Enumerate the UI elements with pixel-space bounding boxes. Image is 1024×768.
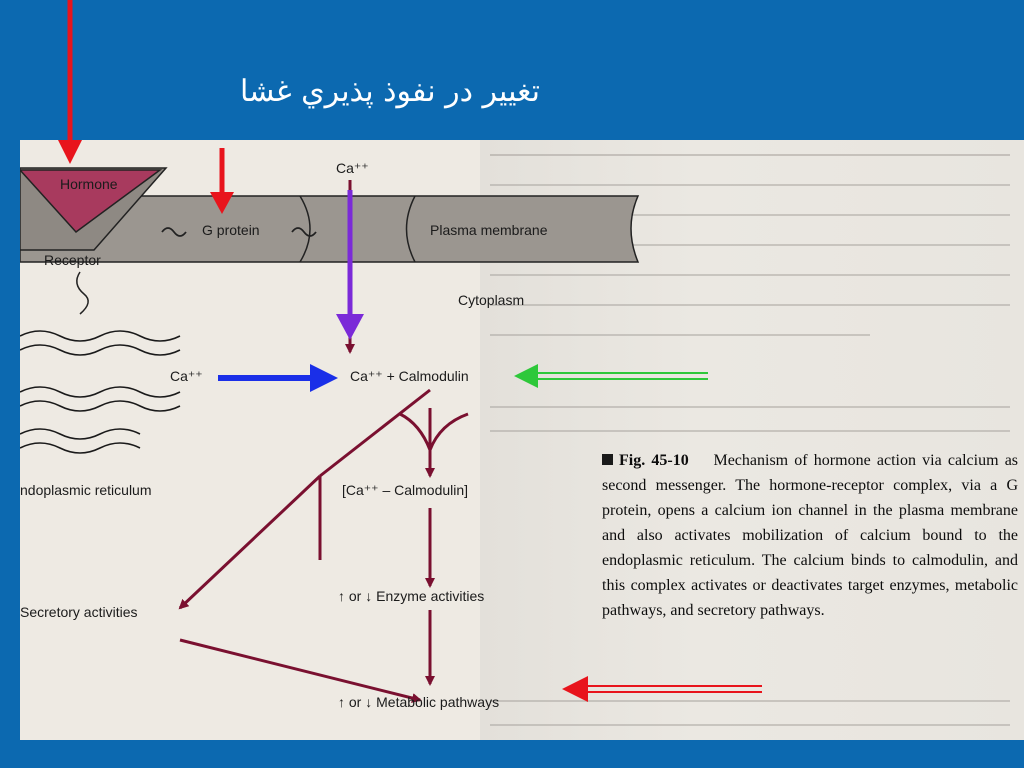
label-plasma-membrane: Plasma membrane — [430, 222, 548, 238]
label-ca-calmodulin: Ca⁺⁺ + Calmodulin — [350, 368, 469, 384]
arrow-to-metabolic-left — [180, 640, 420, 700]
label-ca-left: Ca⁺⁺ — [170, 368, 203, 384]
label-g-protein: G protein — [202, 222, 260, 238]
label-secretory: Secretory activities — [20, 604, 138, 620]
caption-body: calcium as second messenger. The hormone-receptor complex, via a G protein, opens a calcium ion channel in the plasma membrane and also activates mobilization of calcium bound to the endoplasmic reticulum. The calcium binds to calmodulin, and this complex activates or deactivates target enzymes, metabolic pathways, and secretory pathways. — [602, 452, 1019, 619]
branch-fork — [400, 414, 468, 450]
label-hormone: Hormone — [60, 176, 118, 192]
slide-title: تغيير در نفوذ پذيري غشا — [240, 74, 540, 109]
caption-bullet — [602, 454, 613, 465]
receptor-tail — [77, 272, 88, 314]
label-ca-top: Ca⁺⁺ — [336, 160, 369, 176]
label-receptor: Receptor — [44, 252, 101, 268]
arrow-to-secretory — [180, 476, 320, 608]
caption-title: Mechanism of hormone action via — [713, 452, 942, 469]
label-metabolic: ↑ or ↓ Metabolic pathways — [338, 694, 500, 710]
figure-panel — [20, 140, 1024, 740]
label-complex: [Ca⁺⁺ – Calmodulin] — [342, 482, 469, 498]
arrow-er-release — [320, 390, 430, 476]
green-calmodulin-arrow — [514, 364, 708, 388]
label-cytoplasm: Cytoplasm — [458, 292, 525, 308]
red-highlight-arrow — [562, 676, 762, 702]
er-wavy-lines — [20, 331, 180, 453]
label-enzyme: ↑ or ↓ Enzyme activities — [338, 588, 485, 604]
caption-fig-number: Fig. 45-10 — [619, 452, 689, 469]
figure-caption — [602, 448, 1018, 623]
label-er: ndoplasmic reticulum — [20, 482, 152, 498]
blue-calcium-arrow — [218, 364, 338, 392]
